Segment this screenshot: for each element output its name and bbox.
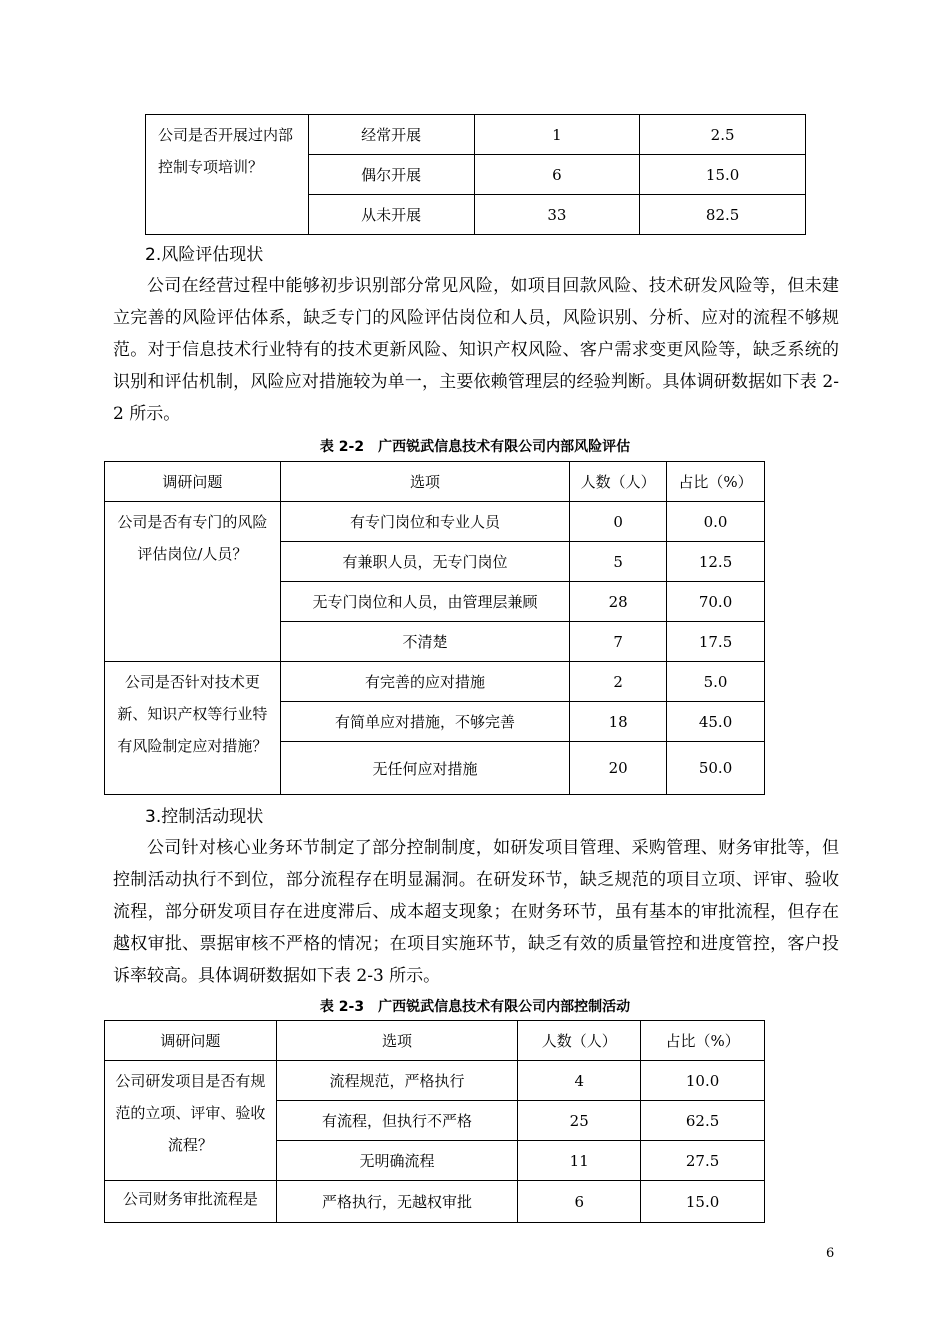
- question-cell: 公司是否有专门的风险评估岗位/人员？: [105, 502, 281, 662]
- table-header-row: [105, 1021, 765, 1061]
- count-cell: 2: [570, 662, 667, 702]
- pct-cell: 27.5: [641, 1141, 765, 1181]
- count-cell: 6: [518, 1181, 641, 1223]
- pct-cell: 5.0: [667, 662, 765, 702]
- count-cell: 1: [474, 115, 640, 155]
- header-cell: 占比（%）: [667, 462, 765, 502]
- count-cell: 18: [570, 702, 667, 742]
- pct-cell: 70.0: [667, 582, 765, 622]
- option-cell: 无任何应对措施: [280, 742, 569, 795]
- pct-cell: 10.0: [641, 1061, 765, 1101]
- option-cell: 经常开展: [308, 115, 474, 155]
- option-cell: 从未开展: [308, 195, 474, 235]
- option-cell: 有兼职人员，无专门岗位: [280, 542, 569, 582]
- count-cell: 33: [474, 195, 640, 235]
- risk-assessment-table: [104, 461, 765, 795]
- pct-cell: 2.5: [640, 115, 806, 155]
- pct-cell: 62.5: [641, 1101, 765, 1141]
- header-cell: 占比（%）: [641, 1021, 765, 1061]
- pct-cell: 50.0: [667, 742, 765, 795]
- option-cell: 有完善的应对措施: [280, 662, 569, 702]
- pct-cell: 82.5: [640, 195, 806, 235]
- count-cell: 11: [518, 1141, 641, 1181]
- pct-cell: 12.5: [667, 542, 765, 582]
- header-cell: 人数（人）: [518, 1021, 641, 1061]
- table-row: [105, 662, 765, 702]
- table-row: [105, 502, 765, 542]
- count-cell: 6: [474, 155, 640, 195]
- pct-cell: 0.0: [667, 502, 765, 542]
- header-cell: 调研问题: [105, 462, 281, 502]
- question-cell: 公司财务审批流程是: [105, 1181, 277, 1223]
- section-heading: 3.控制活动现状: [145, 807, 264, 827]
- pct-cell: 15.0: [640, 155, 806, 195]
- count-cell: 7: [570, 622, 667, 662]
- table-row: [105, 1181, 765, 1223]
- option-cell: 无明确流程: [276, 1141, 518, 1181]
- table-header-row: [105, 462, 765, 502]
- table-caption: 表 2-3 广西锐武信息技术有限公司内部控制活动: [319, 999, 631, 1015]
- question-cell: 公司是否针对技术更新、知识产权等行业特有风险制定应对措施？: [105, 662, 281, 795]
- count-cell: 5: [570, 542, 667, 582]
- pct-cell: 15.0: [641, 1181, 765, 1223]
- header-cell: 选项: [276, 1021, 518, 1061]
- option-cell: 不清楚: [280, 622, 569, 662]
- count-cell: 20: [570, 742, 667, 795]
- training-table: [145, 114, 806, 235]
- question-cell: 公司是否开展过内部控制专项培训？: [146, 115, 309, 235]
- body-paragraph: 公司针对核心业务环节制定了部分控制制度，如研发项目管理、采购管理、财务审批等，但控制活动执行不到位，部分流程存在明显漏洞。在研发环节，缺乏规范的项目立项、评审、验收流程，部分研发项目存在进度滞后、成本超支现象；在财务环节，虽有基本的审批流程，但存在越权审批、票据审核不严格的情况；在项目实施环节，缺乏有效的质量管控和进度管控，客户投诉率较高。具体调研数据如下表 2-3 所示。: [113, 838, 839, 986]
- option-cell: 有简单应对措施，不够完善: [280, 702, 569, 742]
- body-paragraph: 公司在经营过程中能够初步识别部分常见风险，如项目回款风险、技术研发风险等，但未建立完善的风险评估体系，缺乏专门的风险评估岗位和人员，风险识别、分析、应对的流程不够规范。对于信息技术行业特有的技术更新风险、知识产权风险、客户需求变更风险等，缺乏系统的识别和评估机制，风险应对措施较为单一，主要依赖管理层的经验判断。具体调研数据如下表 2-2 所示。: [113, 276, 839, 424]
- option-cell: 无专门岗位和人员，由管理层兼顾: [280, 582, 569, 622]
- count-cell: 25: [518, 1101, 641, 1141]
- header-cell: 选项: [280, 462, 569, 502]
- control-activities-table: [104, 1020, 765, 1223]
- header-cell: 调研问题: [105, 1021, 277, 1061]
- count-cell: 0: [570, 502, 667, 542]
- option-cell: 严格执行，无越权审批: [276, 1181, 518, 1223]
- option-cell: 流程规范，严格执行: [276, 1061, 518, 1101]
- count-cell: 28: [570, 582, 667, 622]
- count-cell: 4: [518, 1061, 641, 1101]
- question-cell: 公司研发项目是否有规范的立项、评审、验收流程？: [105, 1061, 277, 1181]
- option-cell: 有专门岗位和专业人员: [280, 502, 569, 542]
- page-number: 6: [826, 1246, 835, 1261]
- table-row: [105, 1061, 765, 1101]
- pct-cell: 45.0: [667, 702, 765, 742]
- option-cell: 有流程，但执行不严格: [276, 1101, 518, 1141]
- table-row: [146, 115, 806, 155]
- section-heading: 2.风险评估现状: [145, 245, 264, 265]
- header-cell: 人数（人）: [570, 462, 667, 502]
- table-caption: 表 2-2 广西锐武信息技术有限公司内部风险评估: [319, 439, 631, 455]
- option-cell: 偶尔开展: [308, 155, 474, 195]
- pct-cell: 17.5: [667, 622, 765, 662]
